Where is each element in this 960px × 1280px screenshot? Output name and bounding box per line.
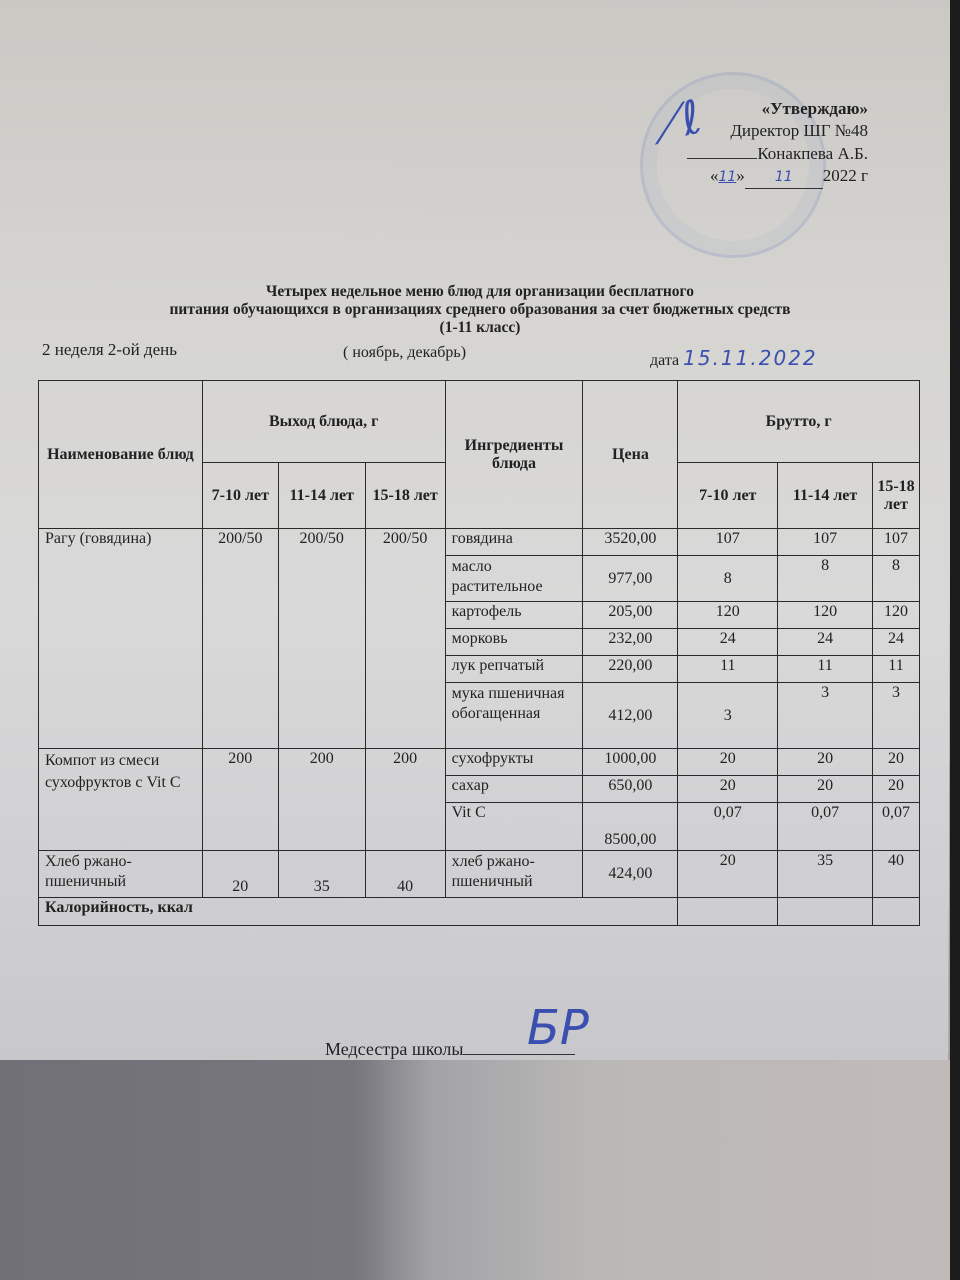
title-line-3: (1-11 класс) — [439, 319, 521, 336]
header-price: Цена — [583, 381, 678, 529]
title-line-1: Четырех недельное меню блюд для организации бесплатного — [266, 283, 694, 300]
months: ( ноябрь, декабрь) — [343, 344, 467, 361]
gross-value: 35 — [778, 851, 873, 898]
ingredient-name: масло растительное — [445, 556, 583, 602]
gross-value: 11 — [872, 656, 919, 683]
ingredient-name: сухофрукты — [445, 749, 583, 776]
dish-yield: 20 — [202, 851, 278, 898]
table-row — [39, 749, 920, 776]
ingredient-price: 424,00 — [583, 851, 678, 898]
approval-month: 11 — [774, 169, 793, 185]
approval-heading: «Утверждаю» — [761, 99, 868, 118]
dish-yield: 200 — [365, 749, 445, 851]
date-label: дата — [650, 352, 680, 369]
dish-yield: 200 — [202, 749, 278, 851]
dark-edge — [950, 0, 960, 1280]
ingredient-name: хлеб ржано-пшеничный — [445, 851, 583, 898]
gross-value: 20 — [678, 851, 778, 898]
gross-value: 120 — [678, 602, 778, 629]
header-yield-age: 7-10 лет — [202, 463, 278, 529]
calories-value — [678, 898, 778, 926]
calories-row — [39, 898, 920, 926]
dish-yield: 200/50 — [365, 529, 445, 749]
gross-value: 24 — [872, 629, 919, 656]
gross-value: 11 — [678, 656, 778, 683]
ingredient-price: 205,00 — [583, 602, 678, 629]
gross-value: 107 — [678, 529, 778, 556]
ingredient-name: морковь — [445, 629, 583, 656]
document-title — [40, 283, 920, 337]
header-row-1 — [39, 381, 920, 463]
gross-value: 40 — [872, 851, 919, 898]
ingredient-name: картофель — [445, 602, 583, 629]
dish-yield: 200/50 — [278, 529, 365, 749]
ingredient-price: 1000,00 — [583, 749, 678, 776]
dish-name: Рагу (говядина) — [39, 529, 203, 749]
gross-value: 107 — [872, 529, 919, 556]
approval-position: Директор ШГ №48 — [730, 121, 868, 140]
director-signature-icon: ⟋ℓ — [643, 89, 708, 155]
calories-label: Калорийность, ккал — [39, 898, 678, 926]
gross-value: 20 — [872, 749, 919, 776]
ingredient-price: 220,00 — [583, 656, 678, 683]
calories-value — [778, 898, 873, 926]
gross-value: 3 — [678, 683, 778, 749]
gross-value: 0,07 — [778, 803, 873, 851]
approval-date — [687, 165, 868, 189]
week-day: 2 неделя 2-ой день — [42, 340, 177, 359]
dish-yield: 35 — [278, 851, 365, 898]
gross-value: 120 — [778, 602, 873, 629]
ingredient-price: 232,00 — [583, 629, 678, 656]
gross-value: 8 — [678, 556, 778, 602]
dish-yield: 200/50 — [202, 529, 278, 749]
dish-name: Хлеб ржано-пшеничный — [39, 851, 203, 898]
table-row — [39, 529, 920, 556]
gross-value: 20 — [778, 749, 873, 776]
gross-value: 11 — [778, 656, 873, 683]
gross-value: 3 — [778, 683, 873, 749]
dish-name: Компот из смеси сухофруктов с Vit C — [39, 749, 203, 851]
table-row — [39, 851, 920, 898]
title-line-2: питания обучающихся в организациях среднего образования за счет бюджетных средств — [169, 301, 791, 318]
gross-value: 8 — [872, 556, 919, 602]
quote-open: « — [709, 166, 719, 185]
dish-yield: 40 — [365, 851, 445, 898]
approval-block — [687, 98, 868, 189]
ingredient-price: 412,00 — [583, 683, 678, 749]
quote-close: » — [736, 166, 745, 185]
header-gross-age: 7-10 лет — [678, 463, 778, 529]
gross-value: 20 — [678, 776, 778, 803]
gross-value: 0,07 — [872, 803, 919, 851]
approval-year: 2022 г — [822, 166, 868, 185]
paper-shadow-area — [0, 1060, 960, 1280]
header-ingredients: Ингредиенты блюда — [445, 381, 583, 529]
ingredient-name: сахар — [445, 776, 583, 803]
header-gross-age: 11-14 лет — [778, 463, 873, 529]
gross-value: 20 — [678, 749, 778, 776]
nurse-signature-icon: БР — [527, 1000, 589, 1056]
approval-name: Конакпева А.Б. — [757, 144, 868, 163]
gross-value: 8 — [778, 556, 873, 602]
date-field — [650, 346, 818, 370]
header-gross: Брутто, г — [678, 381, 920, 463]
date-value: 15.11.2022 — [683, 346, 818, 370]
nurse-label: Медсестра школы — [325, 1039, 464, 1059]
header-dish-name: Наименование блюд — [39, 381, 203, 529]
gross-value: 24 — [778, 629, 873, 656]
header-yield-age: 11-14 лет — [278, 463, 365, 529]
ingredient-price: 650,00 — [583, 776, 678, 803]
header-gross-age: 15-18 лет — [872, 463, 919, 529]
ingredient-name: лук репчатый — [445, 656, 583, 683]
gross-value: 24 — [678, 629, 778, 656]
gross-value: 20 — [778, 776, 873, 803]
gross-value: 0,07 — [678, 803, 778, 851]
gross-value: 120 — [872, 602, 919, 629]
menu-table — [38, 380, 920, 926]
gross-value: 20 — [872, 776, 919, 803]
ingredient-price: 8500,00 — [583, 803, 678, 851]
calories-value — [872, 898, 919, 926]
gross-value: 107 — [778, 529, 873, 556]
ingredient-name: мука пшеничная обогащенная — [445, 683, 583, 749]
header-yield-age: 15-18 лет — [365, 463, 445, 529]
ingredient-name: Vit C — [445, 803, 583, 851]
header-yield: Выход блюда, г — [202, 381, 445, 463]
approval-day: 11 — [718, 169, 737, 185]
ingredient-price: 3520,00 — [583, 529, 678, 556]
approval-name-line — [687, 142, 868, 165]
ingredient-price: 977,00 — [583, 556, 678, 602]
dish-yield: 200 — [278, 749, 365, 851]
ingredient-name: говядина — [445, 529, 583, 556]
gross-value: 3 — [872, 683, 919, 749]
